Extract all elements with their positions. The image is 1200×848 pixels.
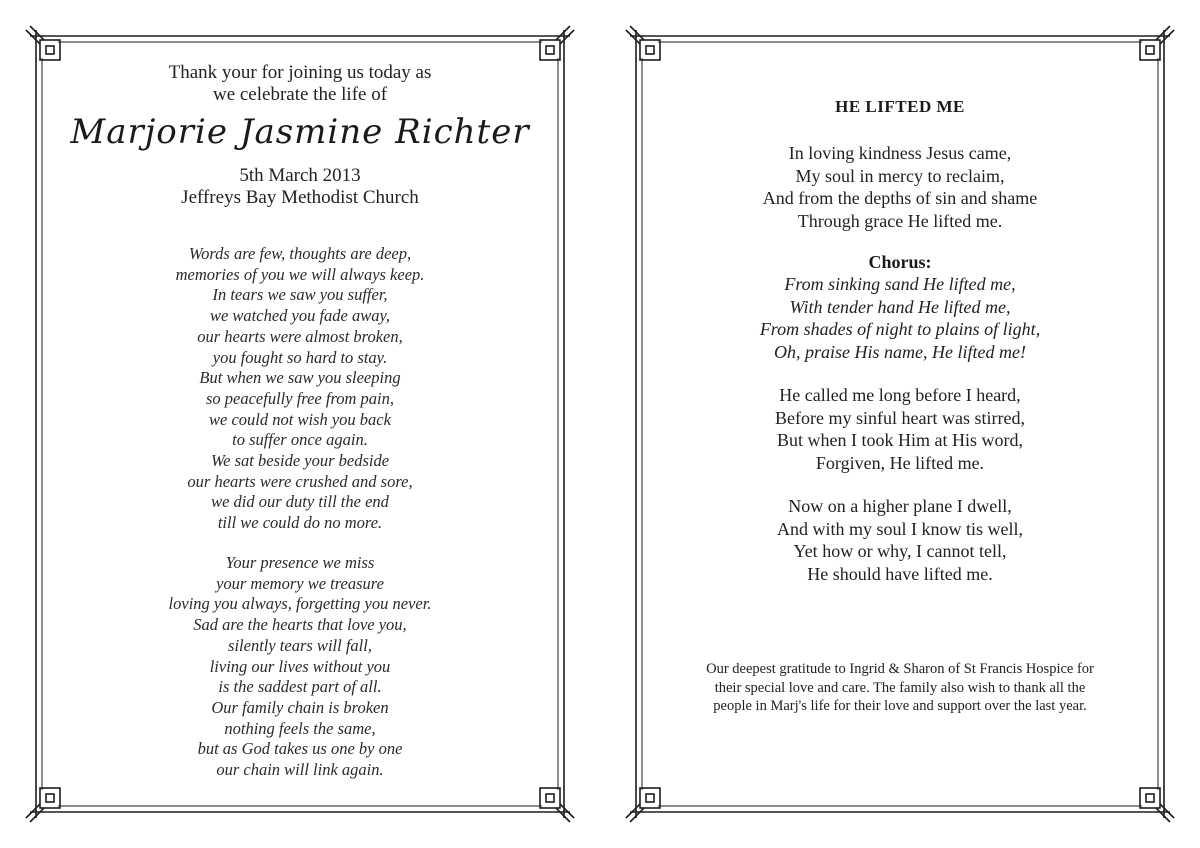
hymn-verse-2	[600, 384, 1200, 474]
chorus-line: From sinking sand He lifted me,	[784, 274, 1016, 294]
verse-line: Forgiven, He lifted me.	[815, 452, 985, 473]
poem-line: your memory we treasure	[216, 573, 384, 593]
corner-ornament-bottom-left	[26, 788, 60, 822]
chorus-block	[600, 251, 1200, 363]
poem-line: silently tears will fall,	[228, 635, 372, 655]
verse-line: And from the depths of sin and shame	[762, 188, 1038, 208]
poem-line: our hearts were almost broken,	[197, 326, 403, 346]
corner-ornament-bottom-right	[1140, 788, 1174, 822]
poem-line: but as God takes us one by one	[197, 739, 403, 759]
thanks-line: Our deepest gratitude to Ingrid & Sharon of St Francis Hospice for	[706, 661, 1094, 677]
poem-line: Sad are the hearts that love you,	[193, 615, 407, 635]
hymn-title: HE LIFTED ME	[835, 97, 965, 116]
poem-line: living our lives without you	[209, 656, 391, 676]
thanks-line: people in Marj's life for their love and support over the last year.	[713, 698, 1087, 714]
poem-line: In tears we saw you suffer,	[212, 285, 388, 305]
poem-line: our chain will link again.	[216, 760, 384, 780]
poem-line: memories of you we will always keep.	[175, 264, 425, 284]
intro-line: Thank your for joining us today as	[168, 62, 432, 83]
intro-block	[0, 62, 600, 106]
chorus-line: With tender hand He lifted me,	[789, 296, 1011, 317]
poem-line: so peacefully free from pain,	[205, 388, 395, 408]
poem-line: We sat beside your bedside	[210, 451, 390, 471]
poem-line: But when we saw you sleeping	[199, 368, 401, 388]
poem-line: Words are few, thoughts are deep,	[188, 244, 412, 263]
right-page	[600, 0, 1200, 848]
name-text: Marjorie Jasmine Richter	[70, 112, 530, 152]
poem-line: you fought so hard to stay.	[212, 347, 388, 367]
verse-line: Yet how or why, I cannot tell,	[793, 541, 1007, 561]
corner-ornament-top-right	[1140, 26, 1174, 60]
poem-line: Our family chain is broken	[211, 697, 389, 717]
poem-line: till we could do no more.	[217, 513, 383, 533]
verse-line: He called me long before I heard,	[779, 385, 1021, 405]
chorus-line: Oh, praise His name, He lifted me!	[774, 341, 1026, 362]
verse-line: He should have lifted me.	[807, 563, 993, 584]
corner-ornament-bottom-left	[626, 788, 660, 822]
verse-line: Now on a higher plane I dwell,	[788, 496, 1012, 516]
poem-line: we did our duty till the end	[211, 492, 389, 512]
poem-line: is the saddest part of all.	[218, 677, 382, 697]
corner-ornament-top-right	[540, 26, 574, 60]
verse-line: My soul in mercy to reclaim,	[795, 165, 1005, 186]
verse-line: Through grace He lifted me.	[797, 210, 1003, 231]
service-venue: Jeffreys Bay Methodist Church	[181, 187, 419, 208]
chorus-line: From shades of night to plains of light,	[759, 319, 1041, 339]
verse-line: But when I took Him at His word,	[777, 430, 1023, 450]
verse-line: Before my sinful heart was stirred,	[775, 407, 1025, 428]
hymn-title-block	[600, 97, 1200, 117]
acknowledgement-block	[600, 660, 1200, 716]
service-date: 5th March 2013	[239, 165, 361, 186]
poem-line: to suffer once again.	[232, 430, 368, 450]
poem-line: we watched you fade away,	[209, 306, 391, 326]
chorus-heading: Chorus:	[868, 252, 932, 272]
poem-line: Your presence we miss	[225, 553, 375, 572]
verse-line: In loving kindness Jesus came,	[788, 143, 1012, 163]
thanks-line: their special love and care. The family also wish to thank all the	[714, 679, 1086, 696]
hymn-verse-1	[600, 142, 1200, 232]
poem-stanza-1	[0, 244, 600, 534]
poem-line: nothing feels the same,	[224, 718, 376, 738]
hymn-verse-3	[600, 495, 1200, 585]
poem-line: our hearts were crushed and sore,	[187, 471, 413, 491]
deceased-name	[0, 112, 600, 152]
verse-line: And with my soul I know tis well,	[777, 518, 1023, 539]
intro-line: we celebrate the life of	[212, 84, 388, 105]
poem-line: we could not wish you back	[209, 409, 391, 429]
corner-ornament-bottom-right	[540, 788, 574, 822]
corner-ornament-top-left	[626, 26, 660, 60]
corner-ornament-top-left	[26, 26, 60, 60]
poem-line: loving you always, forgetting you never.	[168, 594, 432, 614]
service-details	[0, 165, 600, 209]
poem-stanza-2	[0, 553, 600, 781]
